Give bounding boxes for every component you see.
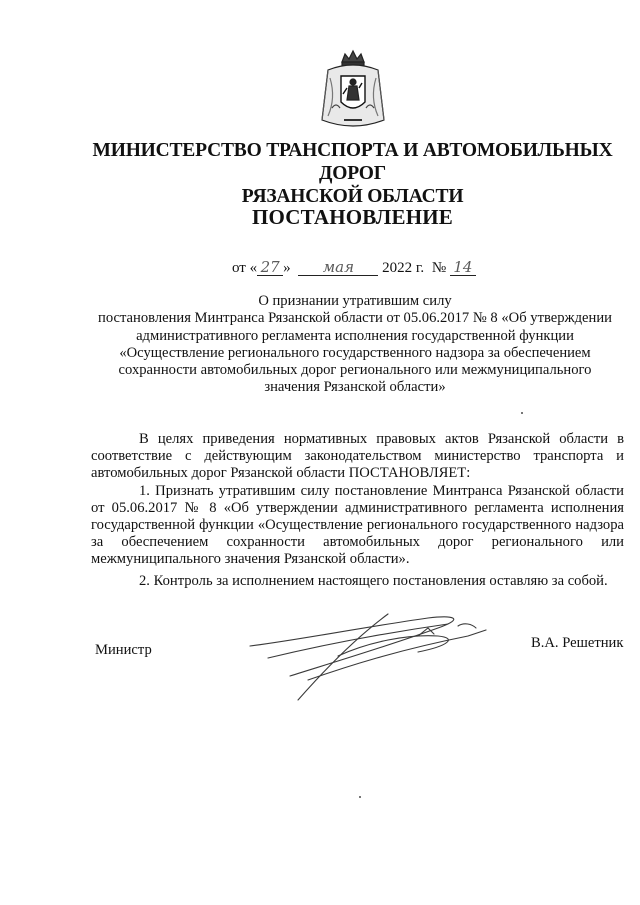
subject-line: значения Рязанской области» [264, 379, 446, 396]
ministry-name-line1: МИНИСТЕРСТВО ТРАНСПОРТА И АВТОМОБИЛЬНЫХ ДОРОГ [92, 140, 613, 184]
signatory-name: В.А. Решетник [531, 635, 624, 651]
date-prefix: от « [232, 260, 258, 276]
preamble-paragraph: В целях приведения нормативных правовых актов Рязанской области в соответствие с действующим законодательством министерство транспорта и автомобильных дорог Рязанской области ПОСТАНОВЛЯЕТ: [91, 431, 624, 482]
signature-icon [238, 606, 498, 706]
date-number-line [232, 260, 476, 277]
number-label: № [431, 260, 447, 276]
subject-line: административного регламента исполнения государственной функции [136, 327, 574, 344]
date-month: мая [298, 260, 378, 276]
item-2-paragraph: 2. Контроль за исполнением настоящего постановления оставляю за собой. [139, 572, 608, 589]
scan-speck [359, 796, 361, 798]
document-subject [85, 293, 625, 397]
date-day: 27 [257, 260, 283, 276]
subject-line: сохранности автомобильных дорог регионального или межмуниципального [118, 362, 592, 379]
coat-of-arms-icon [314, 48, 392, 132]
document-body [91, 431, 624, 590]
date-day-close: » [283, 260, 291, 276]
ministry-name-line2: РЯЗАНСКОЙ ОБЛАСТИ [241, 186, 464, 207]
subject-line: постановления Минтранса Рязанской области от 05.06.2017 № 8 «Об утверждении [98, 310, 612, 327]
scan-speck [521, 412, 523, 414]
document-type-title: ПОСТАНОВЛЕНИЕ [251, 205, 454, 229]
signatory-role: Министр [95, 642, 152, 658]
ministry-name [60, 139, 640, 208]
item-1-paragraph: 1. Признать утратившим силу постановление Минтранса Рязанской области от 05.06.2017 № 8 «Об утверждении административного регламента исполнения государственной функции «Осуществление регионального государственного надзора за обеспечением сохранности автомобильных дорог регионального или межмуниципального значения Рязанской области». [91, 482, 624, 568]
subject-line: «Осуществление регионального государственного надзора за обеспечением [119, 344, 591, 361]
document-number: 14 [450, 260, 476, 276]
subject-line: О признании утратившим силу [258, 293, 452, 309]
date-year: 2022 г. [382, 260, 425, 276]
